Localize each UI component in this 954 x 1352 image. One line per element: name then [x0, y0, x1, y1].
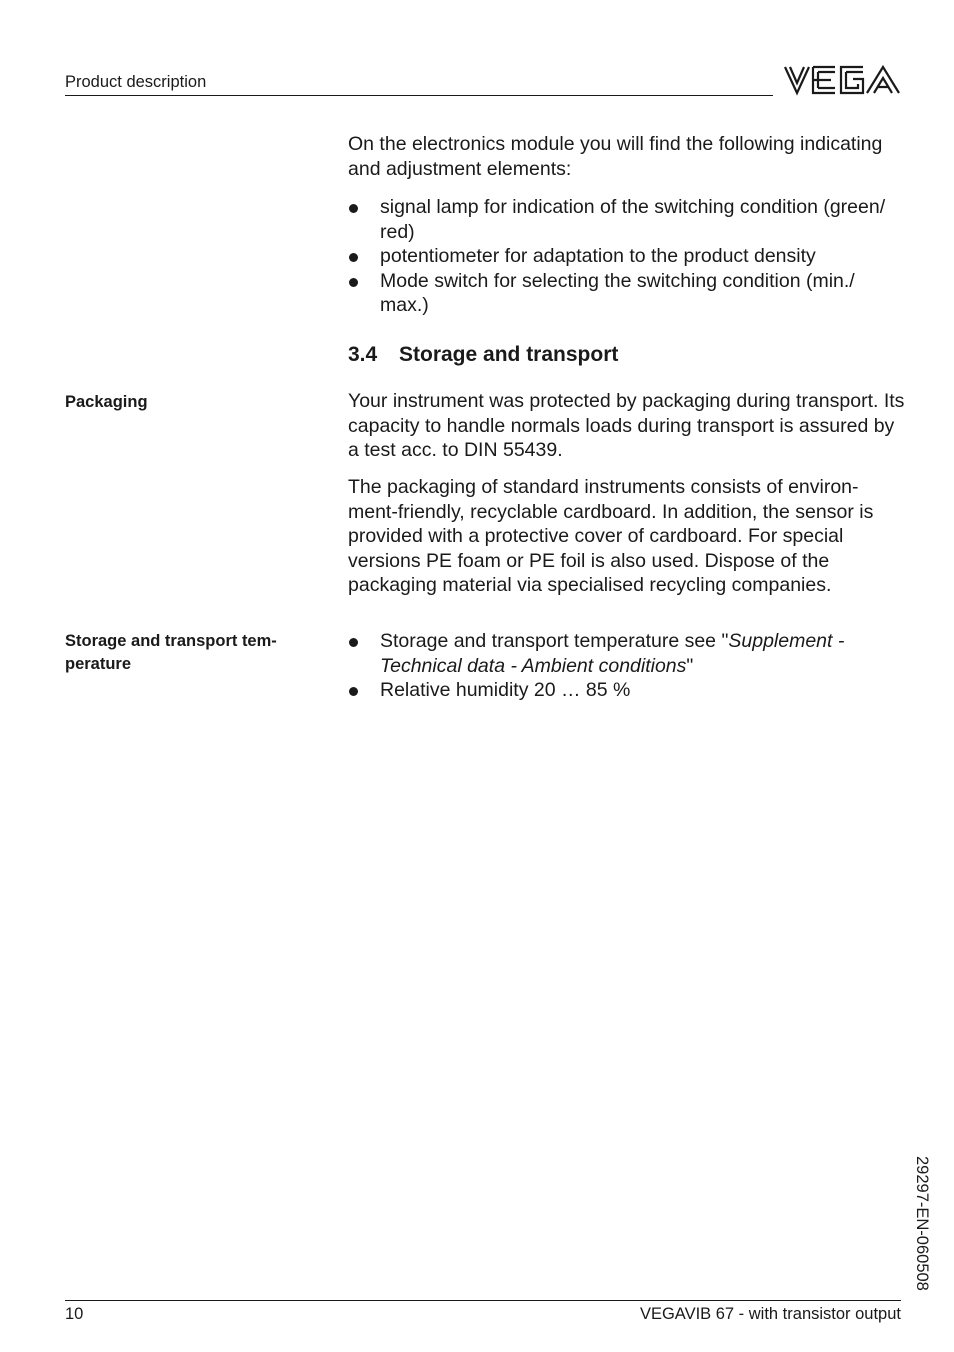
list-item: Mode switch for selecting the switching condition (min./ max.)	[348, 269, 908, 318]
vega-logo	[783, 62, 901, 98]
packaging-paragraph-1: Your instrument was protected by packaging during transport. Its capacity to handle normals loads during transport is assured by a test acc. to DIN 55439.	[348, 390, 905, 461]
section-title: Storage and transport	[399, 343, 619, 366]
list-item: Storage and transport temperature see "Supplement - Technical data - Ambient conditions"	[348, 629, 908, 678]
intro-paragraph: On the electronics module you will find the following indicating and adjustment elements:	[348, 133, 883, 180]
section-heading	[348, 343, 618, 367]
page-number: 10	[65, 1305, 84, 1323]
packaging-paragraph-2: The packaging of standard instruments consists of environ-ment-friendly, recyclable cardboard. In addition, the sensor is provided with a protective cover of cardboard. For special versions PE foam or PE foil is also used. Dispose of the packaging material via specialised recycling companies.	[348, 476, 874, 596]
packaging-label: Packaging	[65, 393, 148, 411]
list-item: potentiometer for adaptation to the product density	[348, 244, 908, 269]
bullet-icon	[349, 204, 358, 213]
bullet-icon	[349, 253, 358, 262]
bullet-icon	[349, 687, 358, 696]
footer-product-name: VEGAVIB 67 - with transistor output	[639, 1305, 901, 1323]
list-item: signal lamp for indication of the switching condition (green/ red)	[348, 195, 908, 244]
list-item: Relative humidity 20 … 85 %	[348, 678, 908, 703]
storage-temperature-label: Storage and transport tem-perature	[65, 632, 277, 673]
section-number: 3.4	[348, 343, 378, 366]
elements-list	[348, 195, 908, 318]
supplement-reference: Supplement - Technical data - Ambient conditions	[380, 630, 845, 677]
document-code: 29297-EN-060508	[913, 1156, 931, 1291]
header-divider	[65, 95, 773, 96]
footer-divider	[65, 1300, 901, 1301]
storage-conditions-list	[348, 629, 908, 703]
bullet-icon	[349, 638, 358, 647]
bullet-icon	[349, 278, 358, 287]
header-section-title: Product description	[65, 73, 207, 91]
